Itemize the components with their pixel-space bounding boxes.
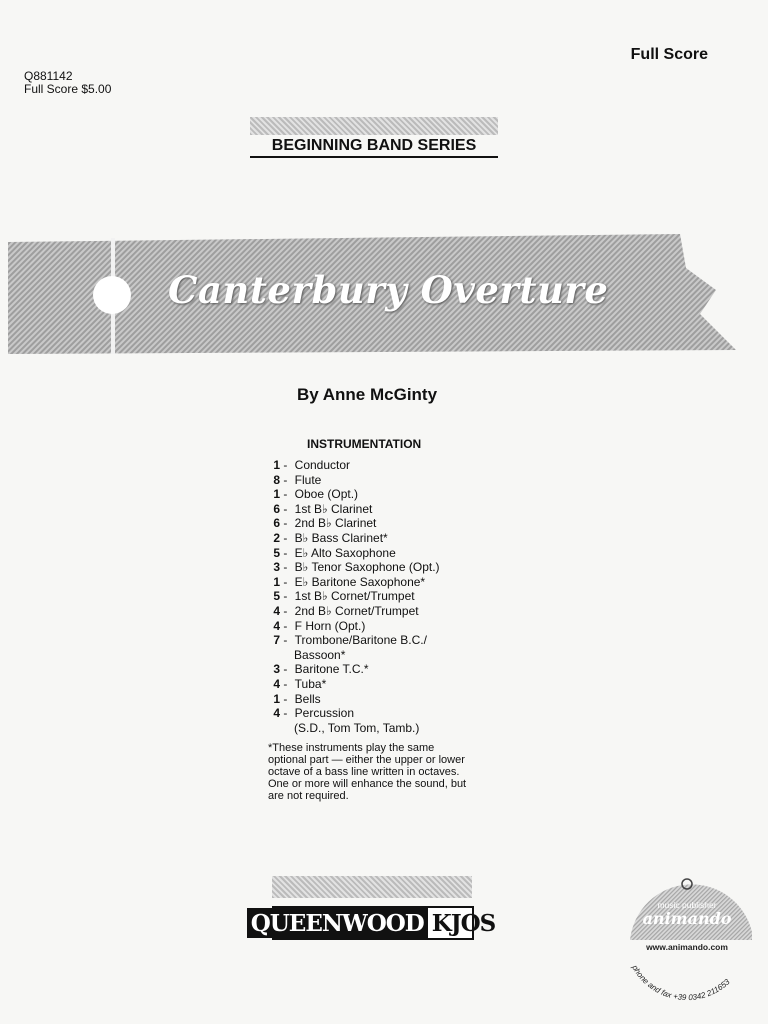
instrument-separator: - — [280, 545, 291, 560]
stamp-phone: phone and fax +39 0342 211653 — [630, 963, 732, 1003]
series-title: BEGINNING BAND SERIES — [250, 137, 498, 158]
instrument-item — [262, 560, 440, 575]
piece-title: Canterbury Overture — [168, 268, 609, 312]
instrument-name: E♭ Baritone Saxophone* — [294, 574, 426, 589]
instrument-separator: - — [280, 487, 291, 502]
instrument-quantity: 6 — [273, 501, 280, 516]
publisher-logo-right: KJOS — [431, 909, 496, 937]
instrument-name: 2nd B♭ Cornet/Trumpet — [294, 603, 419, 618]
instrumentation-note: *These instruments play the same optional part — either the upper or lower octave of a bass line written in octaves. One or more will enhance the sound, but are not required. — [268, 742, 467, 802]
instrument-separator: - — [280, 574, 291, 589]
instrument-name: Flute — [294, 472, 322, 487]
instrument-quantity: 1 — [273, 458, 280, 472]
instrument-separator: - — [280, 472, 291, 487]
instrument-quantity: 5 — [273, 589, 280, 604]
instrument-item — [262, 502, 440, 517]
instrument-separator: - — [280, 560, 291, 575]
instrument-name: 1st B♭ Clarinet — [294, 501, 373, 516]
publisher-logo — [250, 906, 496, 940]
instrument-name: 1st B♭ Cornet/Trumpet — [294, 589, 415, 604]
instrument-item — [262, 706, 440, 721]
instrument-quantity: 5 — [273, 545, 280, 560]
price-line: Full Score $5.00 — [24, 82, 112, 96]
stamp-website: www.animando.com — [646, 942, 728, 952]
instrument-name: Trombone/Baritone B.C./ — [294, 633, 427, 648]
instrument-separator — [280, 721, 290, 736]
instrument-item — [262, 589, 440, 604]
composer-byline: By Anne McGinty — [296, 385, 438, 404]
instrument-name: Tuba* — [294, 676, 327, 691]
instrument-name: F Horn (Opt.) — [294, 618, 366, 633]
instrument-separator: - — [280, 603, 291, 618]
instrument-separator: - — [280, 691, 291, 706]
instrument-quantity: 1 — [273, 691, 280, 706]
instrument-quantity: 1 — [273, 487, 280, 502]
instrument-item — [262, 487, 440, 502]
instrument-item — [262, 619, 440, 634]
instrument-separator: - — [280, 530, 291, 545]
instrument-name: Oboe (Opt.) — [294, 487, 359, 502]
instrument-name: Conductor — [294, 458, 351, 472]
instrument-separator: - — [280, 676, 291, 691]
instrument-name: 2nd B♭ Clarinet — [294, 516, 377, 531]
instrument-quantity: 3 — [273, 560, 280, 575]
instrument-name: B♭ Tenor Saxophone (Opt.) — [294, 560, 440, 575]
instrument-quantity: 2 — [273, 530, 280, 545]
instrument-item — [262, 633, 440, 648]
instrumentation-list — [262, 458, 440, 735]
full-score-label: Full Score — [630, 46, 708, 63]
instrument-separator: - — [280, 501, 291, 516]
instrument-item — [262, 692, 440, 707]
instrument-separator: - — [280, 706, 291, 721]
instrument-item — [262, 531, 440, 546]
instrument-quantity: 7 — [273, 633, 280, 648]
distributor-stamp — [612, 862, 762, 1012]
instrument-separator: - — [280, 516, 291, 531]
instrument-quantity: 4 — [273, 676, 280, 691]
instrument-quantity: 1 — [273, 574, 280, 589]
instrument-item — [262, 473, 440, 488]
instrument-separator — [280, 648, 290, 663]
publisher-hatch-bar — [272, 876, 472, 898]
instrument-name: Bells — [294, 691, 321, 706]
instrument-separator: - — [280, 633, 291, 648]
banner-circle-icon — [93, 276, 131, 314]
instrument-quantity: 3 — [273, 662, 280, 677]
instrument-name: E♭ Alto Saxophone — [294, 545, 396, 560]
instrument-quantity: 4 — [273, 706, 280, 721]
instrument-quantity: 4 — [273, 603, 280, 618]
instrument-item — [262, 721, 440, 736]
instrument-quantity: 6 — [273, 516, 280, 531]
instrument-name: Bassoon* — [294, 647, 346, 662]
instrument-item — [262, 546, 440, 561]
instrument-separator: - — [280, 589, 291, 604]
instrument-name: Baritone T.C.* — [294, 662, 369, 677]
instrument-item — [262, 648, 440, 663]
instrument-name: B♭ Bass Clarinet* — [294, 530, 388, 545]
instrument-item — [262, 575, 440, 590]
instrument-quantity — [262, 721, 280, 736]
catalog-info — [24, 70, 111, 96]
instrument-separator: - — [280, 662, 291, 677]
instrument-item — [262, 516, 440, 531]
instrument-separator: - — [280, 618, 291, 633]
instrument-quantity: 4 — [273, 618, 280, 633]
instrument-name: Percussion — [294, 706, 355, 721]
instrument-item — [262, 662, 440, 677]
instrument-item — [262, 677, 440, 692]
stamp-line1: music publisher — [657, 900, 717, 910]
series-hatch-bar — [250, 117, 498, 135]
stamp-line2: animando — [642, 909, 732, 928]
instrument-item — [262, 604, 440, 619]
instrument-quantity — [262, 648, 280, 663]
catalog-number: Q881142 — [24, 69, 73, 83]
instrument-separator: - — [280, 458, 291, 472]
instrument-name: (S.D., Tom Tom, Tamb.) — [294, 720, 420, 735]
instrument-item — [262, 458, 440, 473]
instrumentation-heading: INSTRUMENTATION — [307, 437, 422, 451]
publisher-logo-left: QUEENWOOD — [247, 908, 428, 938]
instrument-quantity: 8 — [273, 472, 280, 487]
